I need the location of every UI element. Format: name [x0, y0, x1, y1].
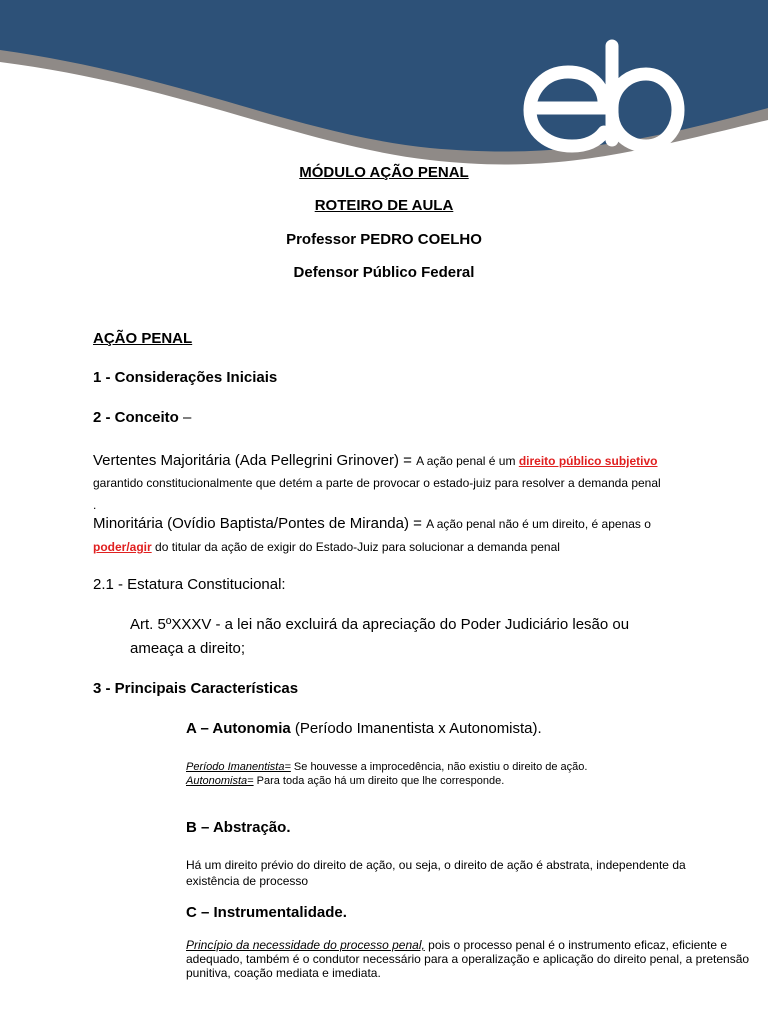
- principio-label: Princípio da necessidade do processo penal,: [186, 938, 425, 952]
- imanentista-text: Se houvesse a improcedência, não existiu o direito de ação.: [290, 761, 588, 773]
- section-acao-penal: AÇÃO PENAL: [93, 330, 193, 347]
- imanentista-label: Período Imanentista=: [186, 761, 291, 773]
- heading-conceito-label: 2 - Conceito: [93, 409, 179, 426]
- instrumentalidade-line1: [186, 938, 727, 952]
- heading-consideracoes: 1 - Considerações Iniciais: [93, 369, 278, 386]
- vertente-lead: Vertentes Majoritária (Ada Pellegrini Grinover) =: [93, 452, 417, 469]
- instrumentalidade-text1: pois o processo penal é o instrumento eficaz, eficiente e: [424, 938, 728, 952]
- doc-title-professor: Professor PEDRO COELHO: [286, 231, 482, 248]
- minoritaria-lead: Minoritária (Ovídio Baptista/Pontes de Miranda) =: [93, 515, 427, 532]
- doc-title-module: MÓDULO AÇÃO PENAL: [299, 164, 469, 181]
- header-banner: [0, 0, 768, 170]
- doc-title-defensor: Defensor Público Federal: [293, 264, 475, 281]
- heading-conceito: [93, 409, 191, 427]
- instrumentalidade-line2: adequado, também é o condutor necessário para a operalização e aplicação do direito penal, a pretensão: [186, 952, 750, 966]
- heading-caracteristicas: 3 - Principais Características: [93, 680, 299, 697]
- doc-title-roteiro: ROTEIRO DE AULA: [314, 197, 454, 214]
- minoritaria-small-text: A ação penal não é um direito, é apenas o: [426, 517, 651, 531]
- note-autonomista: [186, 775, 504, 787]
- autonomia-rest: (Período Imanentista x Autonomista).: [290, 720, 542, 737]
- vertente-small-text: A ação penal é um: [416, 454, 519, 468]
- instrumentalidade-line3: punitiva, coação mediata e imediata.: [186, 966, 381, 980]
- autonomia-label: A – Autonomia: [186, 720, 291, 737]
- paragraph-minoritaria: [93, 515, 651, 533]
- art-text-line2: ameaça a direito;: [130, 640, 246, 657]
- art-text-line1: Art. 5ºXXXV - a lei não excluirá da apreciação do Poder Judiciário lesão ou: [130, 616, 630, 633]
- item-abstracao: B – Abstração.: [186, 819, 291, 836]
- minoritaria-continuation: [93, 540, 560, 554]
- highlight-poder-agir: poder/agir: [93, 540, 152, 554]
- abstracao-text-line1: Há um direito prévio do direito de ação, ou seja, o direito de ação é abstrata, independente da: [186, 858, 686, 872]
- highlight-direito-publico: direito público subjetivo: [518, 454, 658, 468]
- item-autonomia: [186, 720, 542, 738]
- minoritaria-cont-text: do titular da ação de exigir do Estado-Juiz para solucionar a demanda penal: [151, 540, 560, 554]
- paragraph-vertente-majoritaria: [93, 452, 658, 470]
- abstracao-text-line2: existência de processo: [186, 874, 309, 888]
- heading-estatura: 2.1 - Estatura Constitucional:: [93, 576, 286, 593]
- autonomista-text: Para toda ação há um direito que lhe corresponde.: [253, 775, 505, 787]
- vertente-continuation: garantido constitucionalmente que detém a parte de provocar o estado-juiz para resolver a demanda penal: [93, 476, 661, 490]
- heading-conceito-dash: –: [178, 409, 192, 426]
- note-imanentista: [186, 761, 587, 773]
- autonomista-label: Autonomista=: [186, 775, 254, 787]
- item-instrumentalidade: C – Instrumentalidade.: [186, 904, 347, 921]
- vertente-dot: .: [93, 498, 97, 512]
